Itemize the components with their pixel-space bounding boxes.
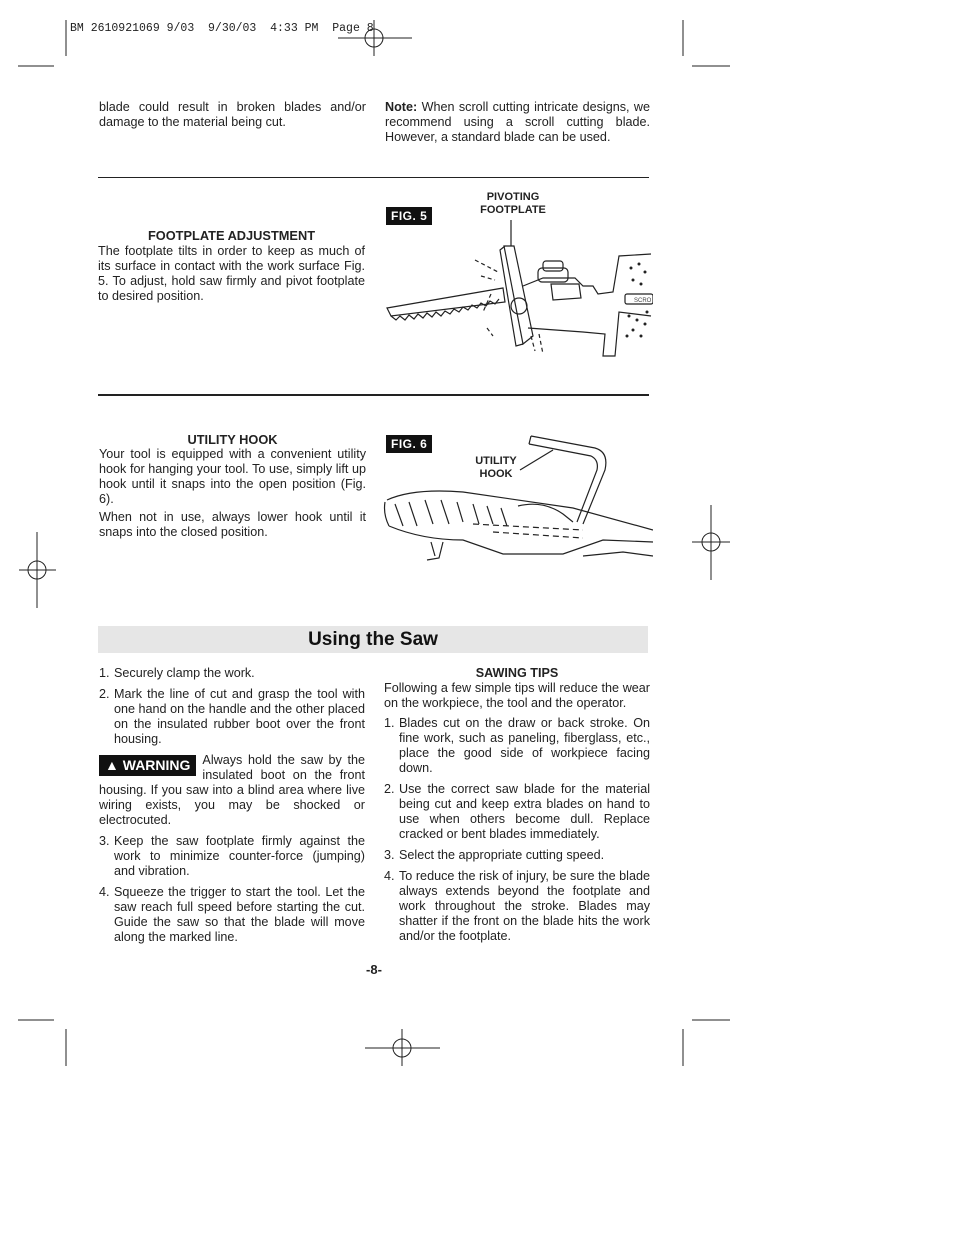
note-text: When scroll cutting intricate designs, we recommend using a scroll cutting blade. However, a standard blade can be used. — [385, 100, 650, 144]
callout-line-1: PIVOTING — [486, 191, 540, 203]
fig-5-saw-illustration — [383, 216, 653, 366]
utility-body-2: When not in use, always lower hook until it snaps into the closed position. — [99, 510, 366, 539]
footplate-heading: FOOTPLATE ADJUSTMENT — [147, 228, 316, 243]
warning-text: Always hold the saw by the insulated boot on the front housing. If you saw into a blind area where live wiring exists, you may be shocked or electrocuted. — [99, 753, 365, 827]
warning-badge — [99, 755, 196, 776]
steps-column — [99, 666, 365, 951]
list-item: 4. To reduce the risk of injury, be sure the blade always extends beyond the footplate and work throughout the stroke. Blades may shatter if the front on the blade hits the work and/or the footplate. — [384, 869, 650, 943]
callout-line-2: HOOK — [479, 468, 513, 480]
list-item: 1. Blades cut on the draw or back stroke. On fine work, such as paneling, fiberglass, etc., place the good side of workpiece facing down. — [384, 716, 650, 775]
pivoting-footplate-callout — [468, 191, 558, 217]
warning-triangle-icon: ▲ — [105, 757, 119, 773]
tips-list — [384, 716, 650, 944]
fig-5-label: FIG. 5 — [386, 207, 432, 225]
page-number: -8- — [366, 962, 382, 977]
note-label: Note: — [385, 100, 418, 114]
continued-text: blade could result in broken blades and/or damage to the material being cut. — [99, 100, 366, 129]
list-item: 2. Use the correct saw blade for the material being cut and keep extra blades on hand to use when others become dull. Replace cracked or bent blades immediately. — [384, 782, 650, 841]
warning-block — [99, 753, 365, 828]
utility-body — [99, 447, 366, 540]
tips-column — [384, 666, 650, 950]
section-title: Using the Saw — [308, 629, 438, 650]
scroll-note — [385, 100, 650, 145]
footplate-body: The footplate tilts in order to keep as much of its surface in contact with the work surface Fig. 5. To adjust, hold saw firmly and pivot footplate to desired position. — [98, 244, 365, 303]
section-header-band — [98, 626, 648, 653]
tips-intro: Following a few simple tips will reduce the wear on the workpiece, the tool and the operator. — [384, 681, 650, 710]
list-item: 2. Mark the line of cut and grasp the tool with one hand on the handle and the other placed on the insulated rubber boot over the front housing. — [99, 687, 365, 746]
fig-6-hook-illustration — [383, 430, 653, 565]
steps-list-continued — [99, 834, 365, 945]
callout-line-1: UTILITY — [475, 455, 517, 467]
tips-heading: SAWING TIPS — [475, 666, 559, 680]
list-item: 3. Select the appropriate cutting speed. — [384, 848, 605, 862]
list-item: 4. Squeeze the trigger to start the tool. Let the saw reach full speed before starting the cut. Guide the saw so that the blade will move along the marked line. — [99, 885, 365, 944]
steps-list — [99, 666, 365, 747]
list-item: 1. Securely clamp the work. — [99, 666, 255, 680]
warning-label: WARNING — [122, 757, 191, 773]
handle-scroll-text: SCRO — [634, 298, 652, 304]
utility-body-1: Your tool is equipped with a convenient utility hook for hanging your tool. To use, simply lift up hook until it snaps into the open position (Fig. 6). — [99, 447, 366, 506]
utility-heading: UTILITY HOOK — [187, 432, 278, 447]
divider-1 — [98, 177, 649, 178]
list-item: 3. Keep the saw footplate firmly against the work to minimize counter-force (jumping) and vibration. — [99, 834, 365, 878]
fig-6-label: FIG. 6 — [386, 435, 432, 453]
divider-2 — [98, 394, 649, 396]
callout-line-2: FOOTPLATE — [480, 204, 546, 216]
print-slug: BM 2610921069 9/03 9/30/03 4:33 PM Page 8 — [70, 22, 374, 35]
